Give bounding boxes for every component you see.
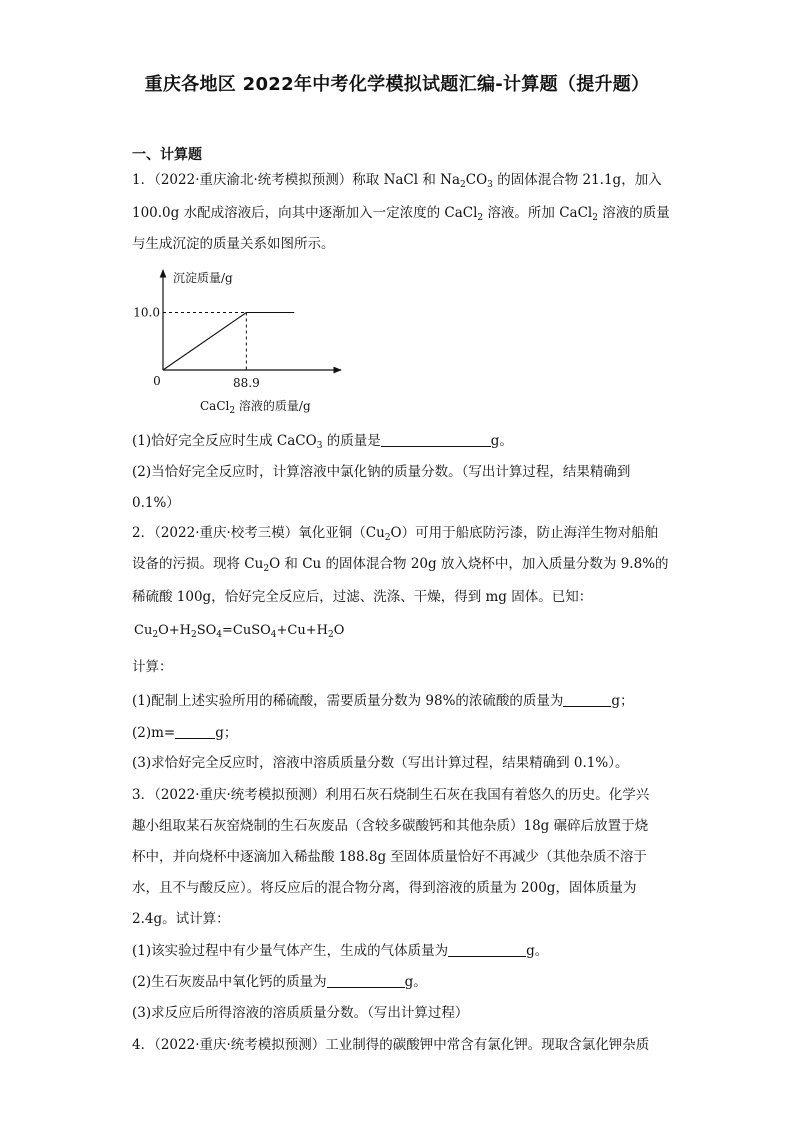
q3-line-1: 3．（2022·重庆·统考模拟预测）利用石灰石烧制生石灰在我国有着悠久的历史。化学兴 bbox=[132, 787, 650, 803]
q3-part2-blank[interactable] bbox=[327, 973, 405, 988]
q2-part2-blank[interactable] bbox=[175, 724, 215, 739]
q3-line-3: 杯中，并向烧杯中逐滴加入稀盐酸 188.8g 至固体质量恰好不再减少（其他杂质不溶于 bbox=[132, 849, 647, 865]
q3-line-5: 2.4g。试计算： bbox=[132, 911, 230, 927]
origin-label: 0 bbox=[153, 374, 161, 388]
q3-line-4: 水，且不与酸反应）。将反应后的混合物分离，得到溶液的质量为 200g，固体质量为 bbox=[132, 880, 637, 896]
q2-part1: (1)配制上述实验所用的稀硫酸，需要质量分数为 98%的浓硫酸的质量为 g； bbox=[132, 693, 634, 709]
q3-part2: (2)生石灰废品中氧化钙的质量为 g。 bbox=[132, 974, 427, 990]
q1-answer-blank[interactable] bbox=[381, 432, 491, 447]
q2-calc-label: 计算： bbox=[132, 659, 173, 675]
x-axis-label: CaCl$_2$ 溶液的质量/g bbox=[200, 399, 311, 416]
q2-line-1: 2．（2022·重庆·校考三模）氧化亚铜$(Cu_2O)$可用于船底防污漆，防止海洋生物对船舶 bbox=[132, 525, 659, 543]
q2-line-3: 稀硫酸 100g，恰好完全反应后，过滤、洗涤、干燥，得到 mg 固体。已知： bbox=[132, 589, 593, 605]
section-heading: 一、计算题 bbox=[132, 147, 202, 163]
precipitate-chart bbox=[130, 262, 350, 422]
q2-line-2: 设备的污损。现将 $Cu_2O$ 和 Cu 的固体混合物 20g 放入烧杯中，加入质量分数为 9.8%的 bbox=[132, 556, 669, 574]
q1-part2-line-2: 0.1%） bbox=[132, 495, 180, 511]
q1-intro-line-2: 100.0g 水配成溶液后，向其中逐渐加入一定浓度的 CaCl$_2$ 溶液。所加 CaCl$_2$ 溶液的质量 bbox=[132, 205, 670, 223]
q3-part1: (1)该实验过程中有少量气体产生，生成的气体质量为 g。 bbox=[132, 943, 549, 959]
q2-part3: (3)求恰好完全反应时，溶液中溶质质量分数（写出计算过程，结果精确到 0.1%）。 bbox=[132, 755, 629, 771]
page-title: 重庆各地区 2022年中考化学模拟试题汇编-计算题（提升题） bbox=[144, 74, 650, 95]
q3-part1-blank[interactable] bbox=[448, 942, 526, 957]
q1-intro-line-1: 1．（2022·重庆渝北·统考模拟预测）称取 NaCl 和 $Na_2CO_3$ 的固体混合物 21.1g，加入 bbox=[132, 172, 662, 190]
x-tick-label: 88.9 bbox=[232, 376, 260, 390]
y-tick-label: 10.0 bbox=[133, 305, 160, 320]
q4-line-1: 4．（2022·重庆·统考模拟预测）工业制得的碳酸钾中常含有氯化钾。现取含氯化钾杂质 bbox=[132, 1037, 650, 1053]
q3-part3: (3)求反应后所得溶液的溶质质量分数。（写出计算过程） bbox=[132, 1005, 469, 1021]
q2-part2: (2)m= g； bbox=[132, 725, 238, 741]
q1-part2-line-1: (2)当恰好完全反应时，计算溶液中氯化钠的质量分数。（写出计算过程，结果精确到 bbox=[132, 464, 631, 480]
series-line bbox=[163, 313, 294, 371]
q3-line-2: 趣小组取某石灰窑烧制的生石灰废品（含较多碳酸钙和其他杂质）18g 碾碎后放置于烧 bbox=[132, 818, 649, 834]
q1-part1: (1)恰好完全反应时生成 CaCO$_3$ 的质量是 g。 bbox=[132, 433, 513, 451]
q2-part1-blank[interactable] bbox=[563, 692, 611, 707]
q1-intro-line-3: 与生成沉淀的质量关系如图所示。 bbox=[132, 236, 335, 252]
q2-equation: $Cu_2O+H_2SO_4=CuSO_4+Cu+H_2O$ bbox=[134, 623, 345, 640]
y-axis-label: 沉淀质量/g bbox=[173, 271, 233, 285]
